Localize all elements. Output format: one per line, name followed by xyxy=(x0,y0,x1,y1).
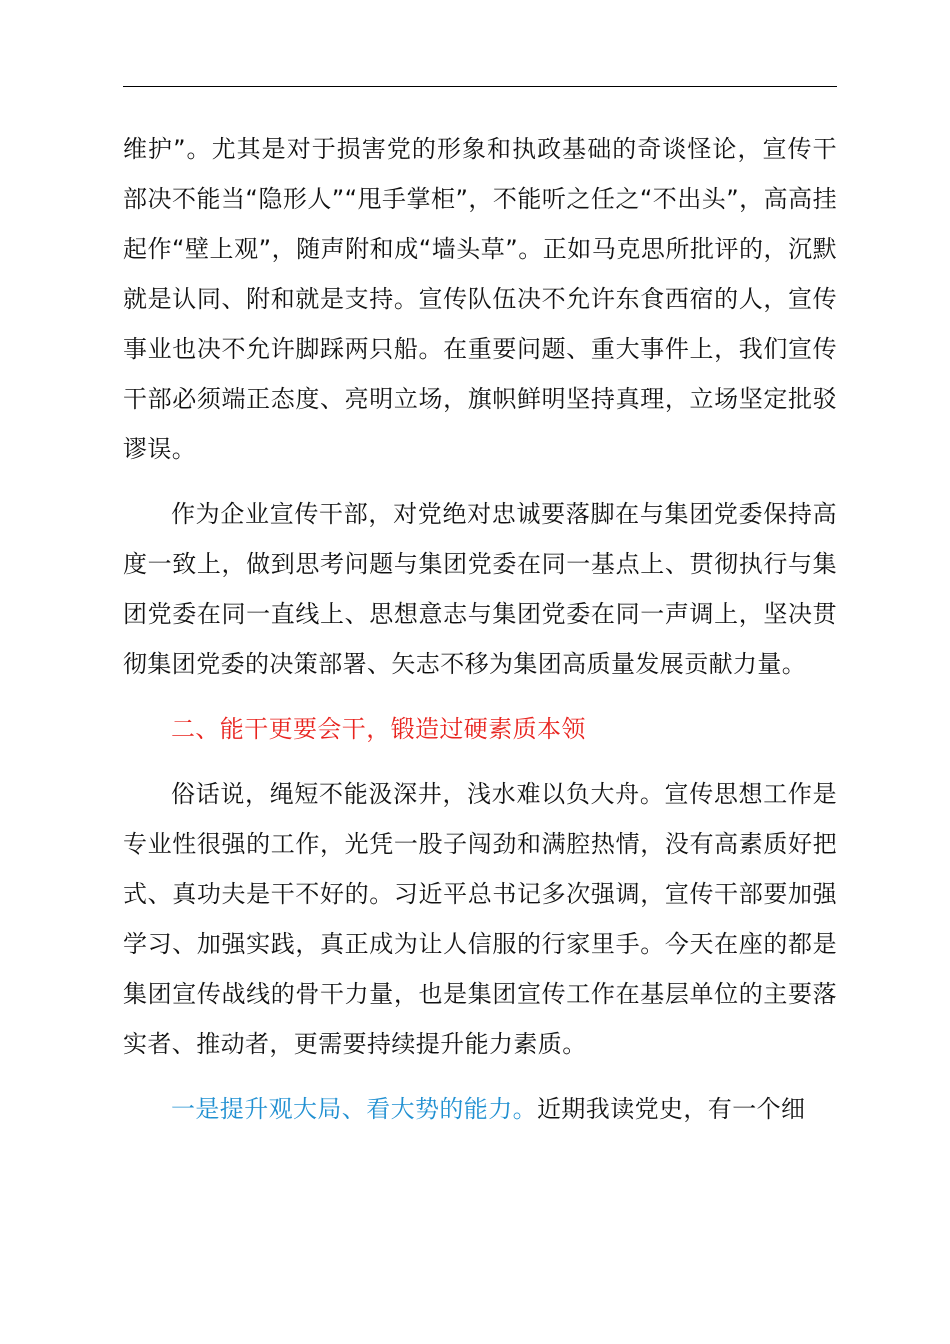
header-rule xyxy=(123,86,837,87)
paragraph-4-lead: 一是提升观大局、看大势的能力。 xyxy=(171,1095,537,1123)
paragraph-4 xyxy=(123,1084,837,1134)
paragraph-4-text: 近期我读党史，有一个细 xyxy=(537,1095,806,1123)
section-heading-2: 二、能干更要会干，锻造过硬素质本领 xyxy=(171,715,586,743)
paragraph-1: 维护”。尤其是对于损害党的形象和执政基础的奇谈怪论，宣传干部决不能当“隐形人”“甩手掌柜”，不能听之任之“不出头”，高高挂起作“壁上观”，随声附和成“墙头草”。正如马克思所批评的，沉默就是认同、附和就是支持。宣传队伍决不允许东食西宿的人，宣传事业也决不允许脚踩两只船。在重要问题、重大事件上，我们宣传干部必须端正态度、亮明立场，旗帜鲜明坚持真理，立场坚定批驳谬误。 xyxy=(123,135,837,463)
paragraph-3: 俗话说，绳短不能汲深井，浅水难以负大舟。宣传思想工作是专业性很强的工作，光凭一股子闯劲和满腔热情，没有高素质好把式、真功夫是干不好的。习近平总书记多次强调，宣传干部要加强学习、加强实践，真正成为让人信服的行家里手。今天在座的都是集团宣传战线的骨干力量，也是集团宣传工作在基层单位的主要落实者、推动者，更需要持续提升能力素质。 xyxy=(123,780,837,1058)
document-body xyxy=(123,124,837,1134)
paragraph-2: 作为企业宣传干部，对党绝对忠诚要落脚在与集团党委保持高度一致上，做到思考问题与集团党委在同一基点上、贯彻执行与集团党委在同一直线上、思想意志与集团党委在同一声调上，坚决贯彻集团党委的决策部署、矢志不移为集团高质量发展贡献力量。 xyxy=(123,500,837,678)
